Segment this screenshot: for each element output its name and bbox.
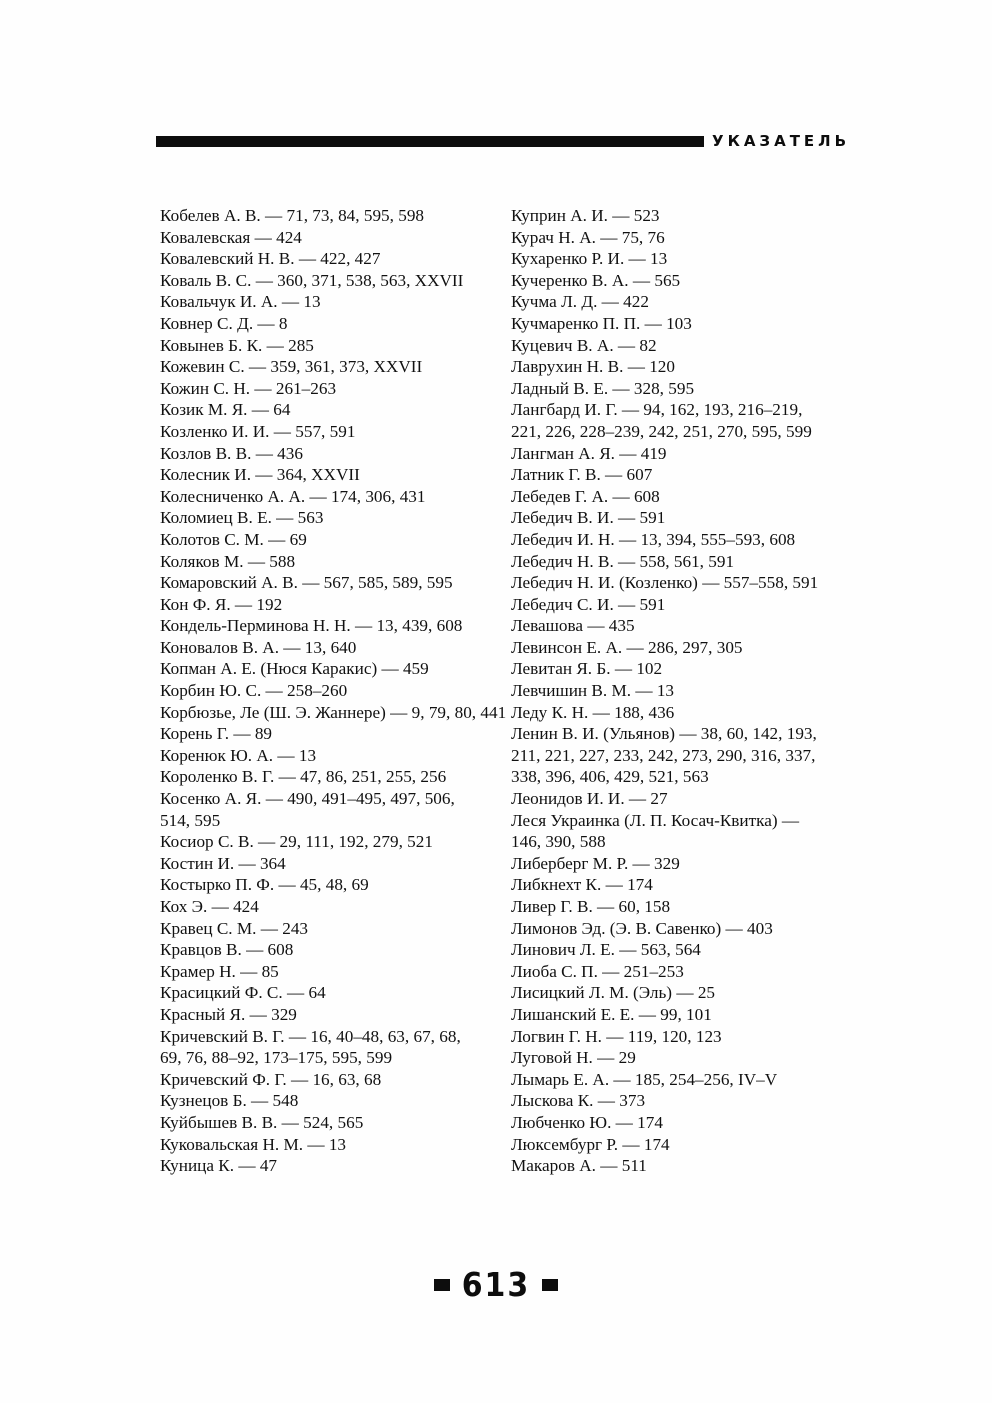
index-entry: Коваль В. С. — 360, 371, 538, 563, XXVII: [160, 270, 464, 290]
index-entry: Леонидов И. И. — 27: [511, 789, 668, 809]
index-entry: Лисицкий Л. М. (Эль) — 25: [511, 983, 716, 1003]
index-entry: Кричевский Ф. Г. — 16, 63, 68: [160, 1069, 382, 1089]
index-entry: Кузнецов Б. — 548: [160, 1091, 299, 1111]
index-entry: 69, 76, 88–92, 173–175, 595, 599: [160, 1048, 393, 1068]
index-entry: Кобелев А. В. — 71, 73, 84, 595, 598: [160, 206, 425, 225]
index-entry: Козик М. Я. — 64: [160, 400, 291, 420]
index-entry: Коляков М. — 588: [160, 551, 296, 571]
index-entry: Лебедич Н. И. (Козленко) — 557–558, 591: [511, 573, 819, 593]
header-rule: [156, 136, 704, 147]
index-entry: Коломиец В. Е. — 563: [160, 508, 324, 528]
index-entry: Лаврухин Н. В. — 120: [511, 357, 675, 377]
index-entry: Корбюзье, Ле (Ш. Э. Жаннере) — 9, 79, 80, 441: [160, 702, 507, 722]
index-entry: Колесник И. — 364, XXVII: [160, 465, 360, 485]
index-entry: Колесниченко А. А. — 174, 306, 431: [160, 486, 426, 506]
index-entry: Лишанский Е. Е. — 99, 101: [511, 1004, 712, 1024]
index-entry: Левчишин В. М. — 13: [511, 681, 675, 701]
index-entry: Люксембург Р. — 174: [511, 1134, 670, 1154]
page-number: [0, 1266, 992, 1305]
index-entry: Левинсон Е. А. — 286, 297, 305: [511, 637, 743, 657]
index-entry: Колотов С. М. — 69: [160, 529, 307, 549]
index-entry: Кухаренко Р. И. — 13: [511, 249, 668, 269]
index-entry: Любченко Ю. — 174: [511, 1112, 663, 1132]
index-entry: Кравцов В. — 608: [160, 940, 294, 960]
index-entry: Кравец С. М. — 243: [160, 918, 309, 938]
index-entry: Кондель-Перминова Н. Н. — 13, 439, 608: [160, 616, 463, 636]
index-entry: Кучмаренко П. П. — 103: [511, 313, 692, 333]
index-entry: Лебедич Н. В. — 558, 561, 591: [511, 551, 735, 571]
index-entry: Лангбард И. Г. — 94, 162, 193, 216–219,: [511, 400, 803, 420]
index-entry: Корень Г. — 89: [160, 724, 273, 744]
index-entry: Лебедич И. Н. — 13, 394, 555–593, 608: [511, 529, 796, 549]
index-entry: Лимонов Эд. (Э. В. Савенко) — 403: [511, 918, 773, 938]
index-entry: Костин И. — 364: [160, 853, 286, 873]
index-entry: Лиоба С. П. — 251–253: [511, 961, 684, 981]
index-entry: Куковальская Н. М. — 13: [160, 1134, 347, 1154]
index-entry: Кучма Л. Д. — 422: [511, 292, 649, 312]
index-entry: Копман А. Е. (Нюся Каракис) — 459: [160, 659, 429, 679]
index-entry: Лымарь Е. А. — 185, 254–256, IV–V: [511, 1069, 778, 1089]
index-entry: Козлов В. В. — 436: [160, 443, 303, 463]
index-entry: Косенко А. Я. — 490, 491–495, 497, 506,: [160, 789, 455, 809]
index-entry: Логвин Г. Н. — 119, 120, 123: [511, 1026, 722, 1046]
index-entry: Макаров А. — 511: [511, 1156, 647, 1176]
index-entry: Либкнехт К. — 174: [511, 875, 653, 895]
index-entry: Ладный В. Е. — 328, 595: [511, 378, 695, 398]
index-entry: Лангман А. Я. — 419: [511, 443, 667, 463]
index-entry: Линович Л. Е. — 563, 564: [511, 940, 701, 960]
index-entry: Кон Ф. Я. — 192: [160, 594, 283, 614]
folio-square-left: [434, 1279, 450, 1291]
index-entry: Леду К. Н. — 188, 436: [511, 702, 675, 722]
index-entry: Лебедич В. И. — 591: [511, 508, 666, 528]
index-entry: Ковнер С. Д. — 8: [160, 313, 288, 333]
index-entry: 146, 390, 588: [511, 832, 606, 852]
index-entry: Кожин С. Н. — 261–263: [160, 378, 337, 398]
index-entry: Лебедич С. И. — 591: [511, 594, 666, 614]
index-entry: Латник Г. В. — 607: [511, 465, 653, 485]
index-entry: Левитан Я. Б. — 102: [511, 659, 663, 679]
index-entry: 338, 396, 406, 429, 521, 563: [511, 767, 709, 787]
index-entry: 221, 226, 228–239, 242, 251, 270, 595, 599: [511, 421, 812, 441]
index-entry: Ковынев Б. К. — 285: [160, 335, 314, 355]
index-entry: Куйбышев В. В. — 524, 565: [160, 1112, 364, 1132]
index-entry: Ковалевская — 424: [160, 227, 302, 247]
index-entry: Ковалевский Н. В. — 422, 427: [160, 249, 381, 269]
index-entry: Куприн А. И. — 523: [511, 206, 660, 225]
index-entry: Кожевин С. — 359, 361, 373, XXVII: [160, 357, 423, 377]
index-entry: Лебедев Г. А. — 608: [511, 486, 660, 506]
index-entry: Лыскова К. — 373: [511, 1091, 646, 1111]
index-entry: Красицкий Ф. С. — 64: [160, 983, 326, 1003]
index-entry: Курач Н. А. — 75, 76: [511, 227, 665, 247]
index-entry: Козленко И. И. — 557, 591: [160, 421, 356, 441]
index-entry: Кричевский В. Г. — 16, 40–48, 63, 67, 68,: [160, 1026, 461, 1046]
index-entry: 211, 221, 227, 233, 242, 273, 290, 316, 337,: [511, 745, 816, 765]
running-header: УКАЗАТЕЛЬ: [712, 132, 851, 150]
index-entry: 514, 595: [160, 810, 221, 830]
index-entry: Куцевич В. А. — 82: [511, 335, 657, 355]
index-entry: Куница К. — 47: [160, 1156, 278, 1176]
index-column-right: [511, 205, 818, 1177]
index-entry: Костырко П. Ф. — 45, 48, 69: [160, 875, 369, 895]
index-entry: Красный Я. — 329: [160, 1004, 297, 1024]
index-column-left: [160, 205, 506, 1177]
index-entry: Комаровский А. В. — 567, 585, 589, 595: [160, 573, 453, 593]
index-entry: Ковальчук И. А. — 13: [160, 292, 321, 312]
index-entry: Леся Украинка (Л. П. Косач-Квитка) —: [511, 810, 800, 830]
index-entry: Луговой Н. — 29: [511, 1048, 636, 1068]
index-entry: Ливер Г. В. — 60, 158: [511, 897, 671, 916]
index-entry: Ленин В. И. (Ульянов) — 38, 60, 142, 193,: [511, 724, 817, 744]
index-entry: Коренюк Ю. А. — 13: [160, 745, 317, 765]
index-entry: Корбин Ю. С. — 258–260: [160, 681, 348, 701]
index-entry: Кучеренко В. А. — 565: [511, 270, 681, 290]
index-entry: Крамер Н. — 85: [160, 961, 279, 981]
index-entry: Либерберг М. Р. — 329: [511, 853, 680, 873]
folio-square-right: [542, 1279, 558, 1291]
index-entry: Короленко В. Г. — 47, 86, 251, 255, 256: [160, 767, 447, 787]
index-entry: Коновалов В. А. — 13, 640: [160, 637, 357, 657]
index-entry: Левашова — 435: [511, 616, 635, 636]
index-entry: Кох Э. — 424: [160, 897, 259, 916]
page-number-text: 613: [461, 1266, 531, 1305]
index-entry: Косиор С. В. — 29, 111, 192, 279, 521: [160, 832, 433, 852]
